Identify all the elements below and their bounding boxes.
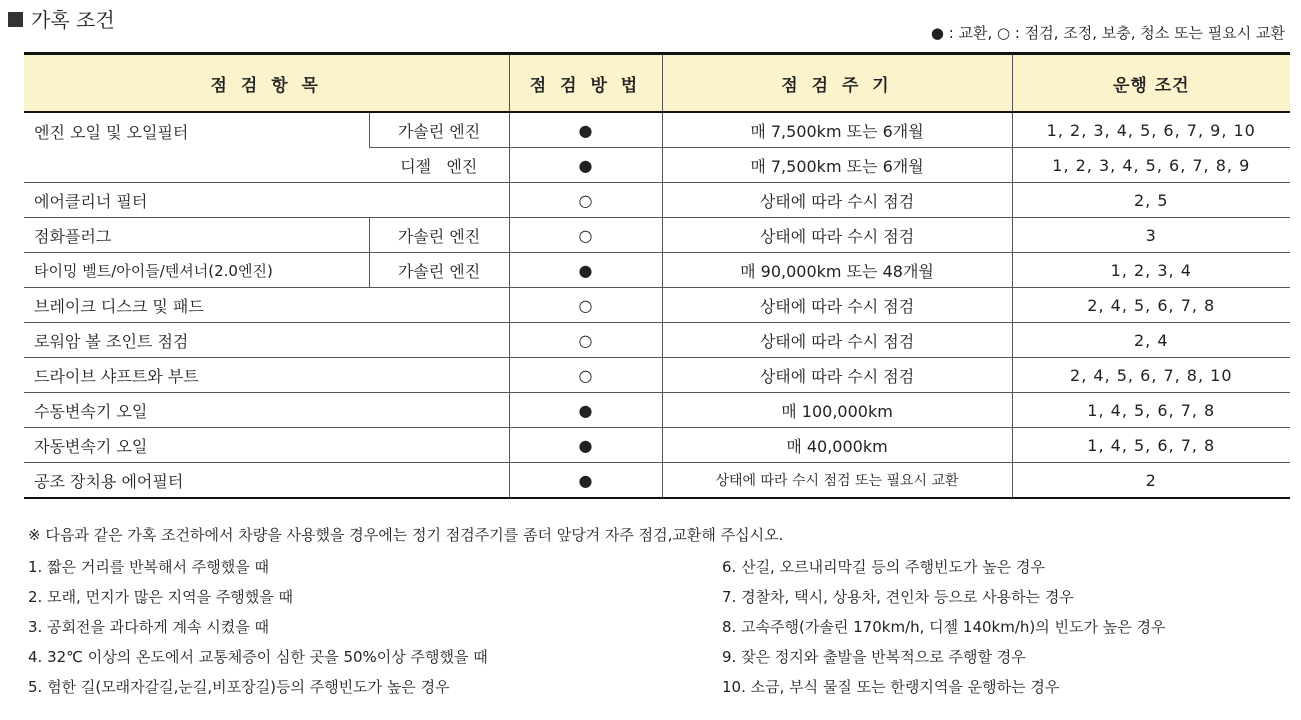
item-cell: 점화플러그 [24, 218, 369, 253]
table-header-row [24, 54, 1290, 113]
condition-item: 5. 험한 길(모래자갈길,눈길,비포장길)등의 주행빈도가 높은 경우 [28, 678, 450, 696]
table-row [24, 183, 1290, 218]
method-cell: ● [509, 463, 662, 499]
cycle-cell: 매 40,000km [662, 428, 1012, 463]
condition-item: 2. 모래, 먼지가 많은 지역을 주행했을 때 [28, 588, 294, 606]
item-cell: 드라이브 샤프트와 부트 [24, 358, 509, 393]
section-title-text: 가혹 조건 [31, 8, 115, 32]
condition-cell: 3 [1012, 218, 1290, 253]
cycle-cell: 매 7,500km 또는 6개월 [662, 112, 1012, 148]
method-cell: ● [509, 393, 662, 428]
maintenance-table [24, 52, 1290, 499]
table-row [24, 463, 1290, 499]
condition-item: 9. 잦은 정지와 출발을 반복적으로 주행할 경우 [722, 648, 1026, 666]
table-row [24, 253, 1290, 288]
cycle-cell: 상태에 따라 수시 점검 [662, 358, 1012, 393]
table-row [24, 218, 1290, 253]
table-row [24, 428, 1290, 463]
header-item: 점 검 항 목 [24, 54, 509, 113]
cycle-cell: 상태에 따라 수시 점검 [662, 183, 1012, 218]
method-cell: ○ [509, 183, 662, 218]
condition-cell: 1, 2, 3, 4, 5, 6, 7, 9, 10 [1012, 112, 1290, 148]
condition-cell: 1, 2, 3, 4 [1012, 253, 1290, 288]
method-cell: ○ [509, 218, 662, 253]
method-cell: ● [509, 428, 662, 463]
square-bullet-icon [8, 12, 23, 27]
condition-cell: 1, 2, 3, 4, 5, 6, 7, 8, 9 [1012, 148, 1290, 183]
cycle-cell: 상태에 따라 수시 점검 [662, 288, 1012, 323]
sub-item-cell: 디젤 엔진 [369, 148, 509, 183]
condition-cell: 1, 4, 5, 6, 7, 8 [1012, 428, 1290, 463]
condition-list-left [28, 552, 488, 702]
condition-cell: 2, 4, 5, 6, 7, 8 [1012, 288, 1290, 323]
item-cell: 공조 장치용 에어필터 [24, 463, 509, 499]
item-cell: 에어클리너 필터 [24, 183, 509, 218]
sub-item-cell: 가솔린 엔진 [369, 112, 509, 148]
method-cell: ● [509, 112, 662, 148]
table-row [24, 288, 1290, 323]
header-condition: 운행 조건 [1012, 54, 1290, 113]
table-row [24, 323, 1290, 358]
sub-item-cell: 가솔린 엔진 [369, 218, 509, 253]
cycle-cell: 매 90,000km 또는 48개월 [662, 253, 1012, 288]
condition-item: 1. 짧은 거리를 반복해서 주행했을 때 [28, 558, 270, 576]
item-cell: 로워암 볼 조인트 점검 [24, 323, 509, 358]
header-cycle: 점 검 주 기 [662, 54, 1012, 113]
legend: ● : 교환, ○ : 점검, 조정, 보충, 청소 또는 필요시 교환 [930, 24, 1285, 42]
table-row [24, 112, 1290, 148]
condition-item: 7. 경찰차, 택시, 상용차, 견인차 등으로 사용하는 경우 [722, 588, 1074, 606]
condition-list-right [722, 552, 1165, 702]
table-row [24, 358, 1290, 393]
condition-item: 6. 산길, 오르내리막길 등의 주행빈도가 높은 경우 [722, 558, 1045, 576]
cycle-cell: 상태에 따라 수시 점검 [662, 323, 1012, 358]
item-cell: 브레이크 디스크 및 패드 [24, 288, 509, 323]
item-cell: 수동변속기 오일 [24, 393, 509, 428]
condition-cell: 2 [1012, 463, 1290, 499]
note-text: ※ 다음과 같은 가혹 조건하에서 차량을 사용했을 경우에는 정기 점검주기를 좀더 앞당겨 자주 점검,교환해 주십시오. [28, 526, 784, 544]
condition-item: 8. 고속주행(가솔린 170km/h, 디젤 140km/h)의 빈도가 높은 경우 [722, 618, 1166, 636]
section-title [8, 4, 115, 33]
method-cell: ○ [509, 288, 662, 323]
condition-cell: 2, 4, 5, 6, 7, 8, 10 [1012, 358, 1290, 393]
condition-cell: 2, 4 [1012, 323, 1290, 358]
item-cell: 엔진 오일 및 오일필터 [24, 112, 369, 183]
method-cell: ● [509, 253, 662, 288]
method-cell: ○ [509, 358, 662, 393]
method-cell: ○ [509, 323, 662, 358]
cycle-cell: 상태에 따라 수시 점검 또는 필요시 교환 [662, 463, 1012, 499]
condition-item: 4. 32℃ 이상의 온도에서 교통체증이 심한 곳을 50%이상 주행했을 때 [28, 648, 488, 666]
condition-cell: 1, 4, 5, 6, 7, 8 [1012, 393, 1290, 428]
item-cell: 자동변속기 오일 [24, 428, 509, 463]
sub-item-cell: 가솔린 엔진 [369, 253, 509, 288]
table-row [24, 393, 1290, 428]
method-cell: ● [509, 148, 662, 183]
item-cell: 타이밍 벨트/아이들/텐셔너(2.0엔진) [24, 253, 369, 288]
cycle-cell: 매 100,000km [662, 393, 1012, 428]
condition-cell: 2, 5 [1012, 183, 1290, 218]
condition-item: 10. 소금, 부식 물질 또는 한랭지역을 운행하는 경우 [722, 678, 1060, 696]
header-method: 점 검 방 법 [509, 54, 662, 113]
cycle-cell: 상태에 따라 수시 점검 [662, 218, 1012, 253]
cycle-cell: 매 7,500km 또는 6개월 [662, 148, 1012, 183]
condition-item: 3. 공회전을 과다하게 계속 시켰을 때 [28, 618, 270, 636]
